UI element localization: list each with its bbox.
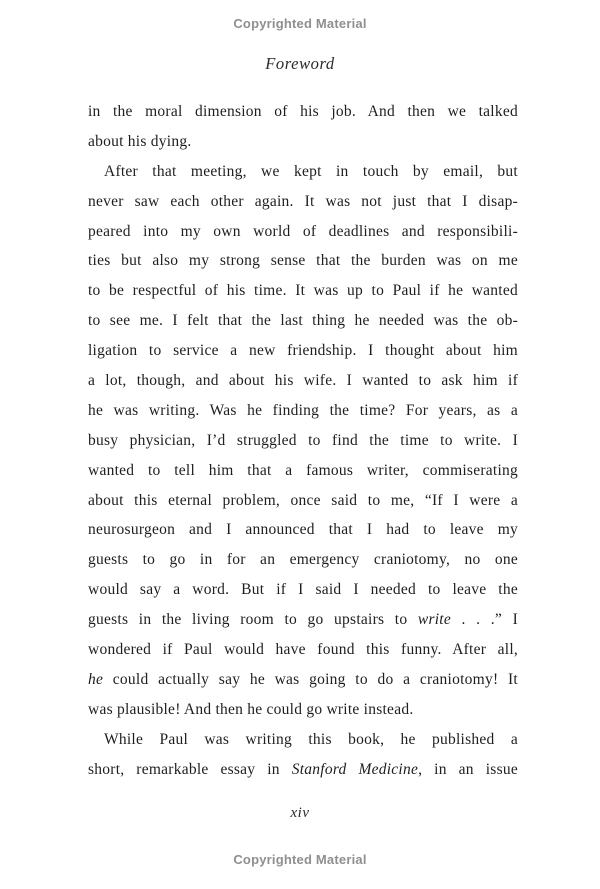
text-line (88, 695, 518, 725)
text-segment: neurosurgeon and I announced that I had to leave my (88, 521, 518, 539)
text-segment: , in an issue (418, 760, 518, 778)
text-line (88, 575, 518, 605)
text-line (88, 187, 518, 217)
italic-text: write (417, 611, 451, 629)
text-line (88, 366, 518, 396)
text-line (88, 456, 518, 486)
text-line (88, 246, 518, 276)
text-segment: about this eternal problem, once said to me, “If I were a (88, 491, 518, 509)
text-segment: in the moral dimension of his job. And then we talked (88, 103, 518, 120)
text-segment: While Paul was writing this book, he published a (104, 730, 518, 748)
text-line (88, 665, 518, 695)
text-line (88, 127, 518, 157)
text-segment: guests to go in for an emergency craniotomy, no one (88, 551, 518, 569)
text-line (88, 486, 518, 516)
text-segment: wanted to tell him that a famous writer, commiserating (88, 461, 518, 479)
text-segment: about his dying. (88, 132, 192, 150)
text-segment: ligation to service a new friendship. I thought about him (88, 342, 518, 360)
copyright-banner-top: Copyrighted Material (233, 16, 367, 31)
text-segment: he was writing. Was he finding the time? For years, as a (88, 401, 518, 419)
text-segment: to be respectful of his time. It was up to Paul if he wanted (88, 282, 518, 300)
text-segment: wondered if Paul would have found this funny. After all, (88, 641, 518, 659)
text-line (88, 426, 518, 456)
italic-text: he (88, 670, 104, 688)
text-line (88, 217, 518, 247)
body-text (88, 97, 518, 784)
text-segment: ties but also my strong sense that the burden was on me (88, 252, 518, 270)
text-segment: was plausible! And then he could go write instead. (88, 700, 414, 718)
text-line (88, 755, 518, 785)
text-segment: never saw each other again. It was not just that I disap- (88, 192, 518, 210)
text-segment: busy physician, I’d struggled to find the time to write. I (88, 431, 518, 449)
text-line (88, 157, 518, 187)
text-line (88, 635, 518, 665)
text-line (88, 545, 518, 575)
text-segment: would say a word. But if I said I needed to leave the (88, 581, 518, 599)
text-segment: guests in the living room to go upstairs to (88, 611, 418, 629)
text-line (88, 605, 518, 635)
text-line (88, 276, 518, 306)
copyright-banner-bottom: Copyrighted Material (233, 852, 367, 867)
section-title: Foreword (265, 54, 335, 73)
text-line (88, 725, 518, 755)
text-segment: peared into my own world of deadlines and responsibili- (88, 222, 518, 240)
text-line (88, 97, 518, 127)
text-segment: After that meeting, we kept in touch by email, but (104, 162, 518, 180)
text-segment: to see me. I felt that the last thing he needed was the ob- (88, 312, 518, 330)
text-line (88, 336, 518, 366)
text-line (88, 396, 518, 426)
page-number: xiv (290, 805, 310, 821)
text-segment: . . .” I (451, 611, 518, 629)
text-line (88, 306, 518, 336)
text-segment: short, remarkable essay in (88, 760, 292, 778)
text-segment: a lot, though, and about his wife. I wanted to ask him if (88, 372, 518, 390)
text-line (88, 515, 518, 545)
italic-text: Stanford Medicine (291, 760, 419, 778)
text-segment: could actually say he was going to do a craniotomy! It (103, 670, 518, 688)
